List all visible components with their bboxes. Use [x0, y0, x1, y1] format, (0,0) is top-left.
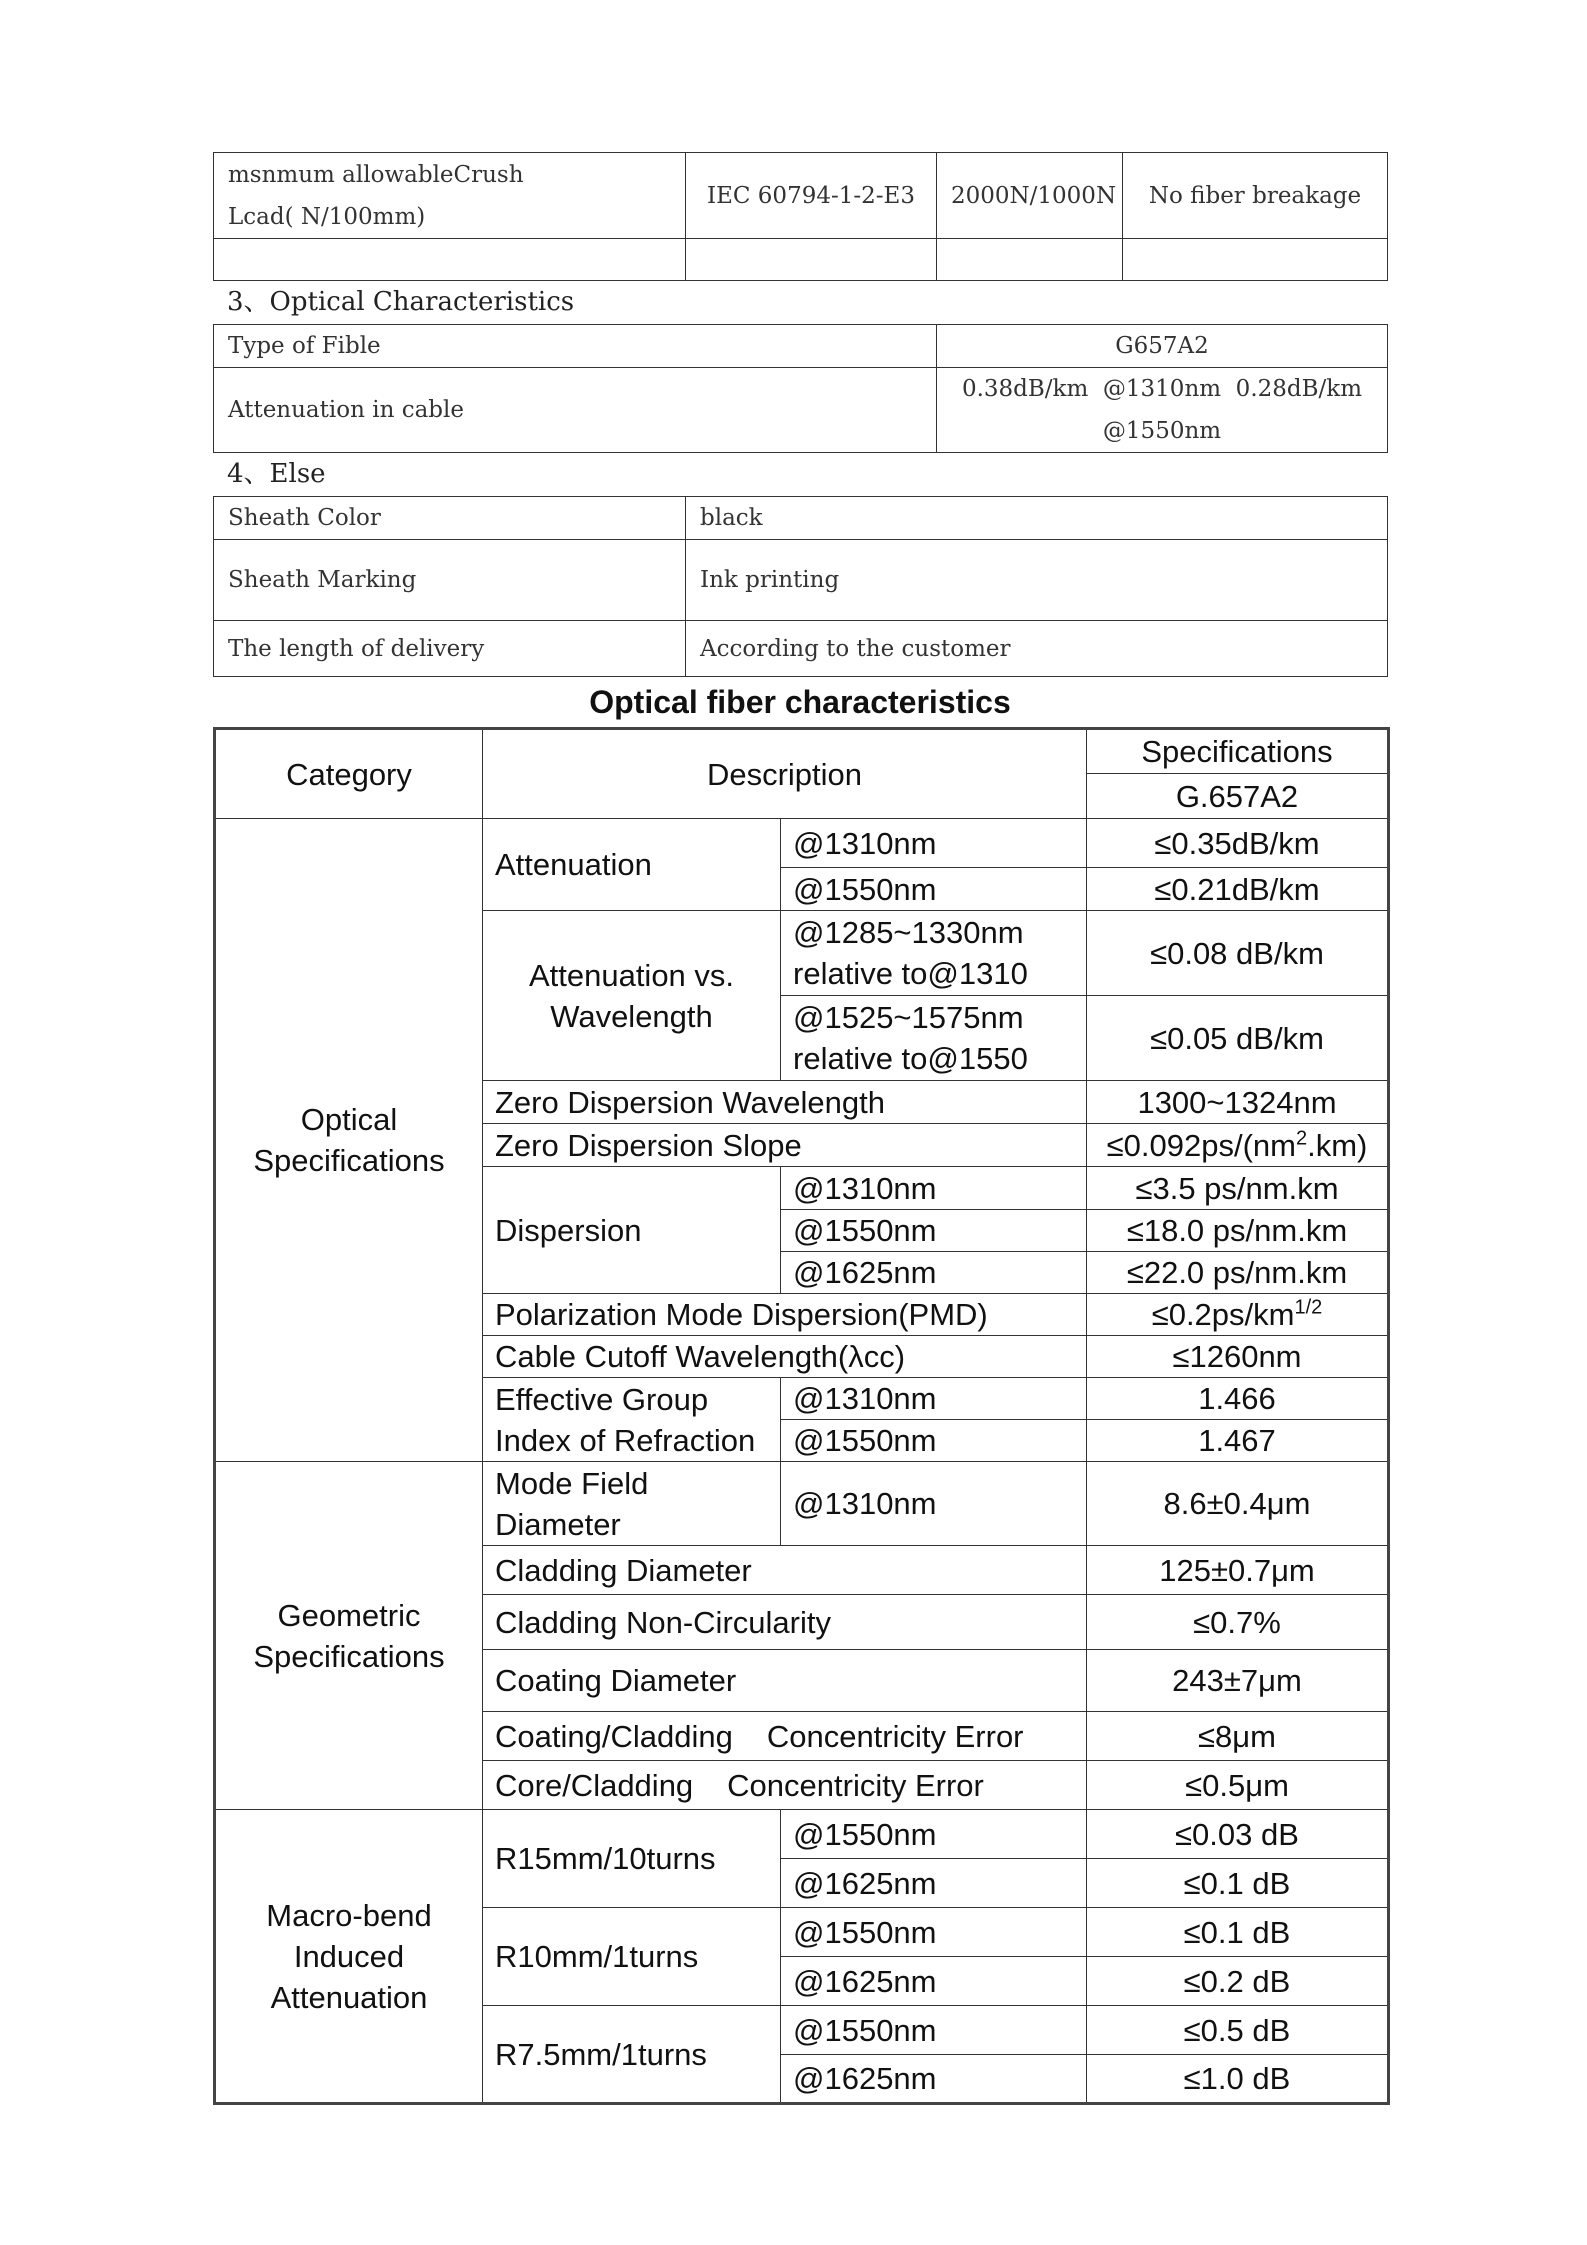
- coating-cladding-concentricity-label: Coating/Cladding Concentricity Error: [483, 1712, 1087, 1761]
- spec-value: ≤8μm: [1087, 1712, 1389, 1761]
- sheath-marking-label: Sheath Marking: [214, 540, 686, 621]
- spec-value: 243±7μm: [1087, 1650, 1389, 1712]
- spec-value: ≤18.0 ps/nm.km: [1087, 1210, 1389, 1252]
- macrobend-category: Macro-bend Induced Attenuation: [215, 1810, 483, 2104]
- sheath-color-value: black: [686, 497, 1388, 540]
- description-header: Description: [483, 729, 1087, 819]
- table-row: [214, 621, 1388, 677]
- spec-value: $\le 0.092ps/(nm^2.km)$: [1087, 1124, 1389, 1167]
- condition: @1310nm: [781, 1378, 1087, 1420]
- spec-value: ≤0.1 dB: [1087, 1859, 1389, 1908]
- zero-dispersion-slope-label: Zero Dispersion Slope: [483, 1124, 1087, 1167]
- else-table: [213, 496, 1388, 677]
- category-header: Category: [215, 729, 483, 819]
- dispersion-label: Dispersion: [483, 1167, 781, 1294]
- r15-label: R15mm/10turns: [483, 1810, 781, 1908]
- spec-value: ≤0.5 dB: [1087, 2006, 1389, 2055]
- table-row: [214, 325, 1388, 368]
- spec-value: ≤22.0 ps/nm.km: [1087, 1252, 1389, 1294]
- sheath-marking-value: Ink printing: [686, 540, 1388, 621]
- condition: @1550nm: [781, 1420, 1087, 1462]
- specifications-header: Specifications: [1087, 729, 1389, 774]
- spec-value: ≤0.08 dB/km: [1087, 911, 1389, 996]
- spec-value: 1.466: [1087, 1378, 1389, 1420]
- fiber-type-value: G657A2: [937, 325, 1388, 368]
- spec-value: ≤0.35dB/km: [1087, 819, 1389, 868]
- table-row: [215, 1810, 1389, 1859]
- crush-load-label: msnmum allowableCrush Lcad( N/100mm): [214, 153, 686, 239]
- crush-load-value: 2000N/1000N: [937, 153, 1123, 239]
- attenuation-wavelength-label: Attenuation vs. Wavelength: [483, 911, 781, 1081]
- group-index-label: Effective Group Index of Refraction: [483, 1378, 781, 1462]
- table-row: [215, 819, 1389, 868]
- optical-characteristics-table: [213, 324, 1388, 453]
- r10-label: R10mm/1turns: [483, 1908, 781, 2006]
- delivery-length-label: The length of delivery: [214, 621, 686, 677]
- table-row: [214, 153, 1388, 239]
- condition: @1625nm: [781, 1859, 1087, 1908]
- cladding-diameter-label: Cladding Diameter: [483, 1546, 1087, 1595]
- optical-category: Optical Specifications: [215, 819, 483, 1462]
- zero-dispersion-wavelength-label: Zero Dispersion Wavelength: [483, 1081, 1087, 1124]
- document-page: [213, 152, 1387, 2105]
- crush-load-standard: IEC 60794-1-2-E3: [686, 153, 937, 239]
- condition: @1550nm: [781, 1210, 1087, 1252]
- table-row-empty: [214, 239, 1388, 281]
- crush-load-table: [213, 152, 1388, 281]
- attenuation-label: Attenuation: [483, 819, 781, 911]
- spec-value: ≤0.1 dB: [1087, 1908, 1389, 1957]
- delivery-length-value: According to the customer: [686, 621, 1388, 677]
- header-row: [215, 729, 1389, 774]
- condition: @1625nm: [781, 1252, 1087, 1294]
- spec-value: ≤1260nm: [1087, 1336, 1389, 1378]
- grade-header: G.657A2: [1087, 774, 1389, 819]
- spec-value: ≤0.21dB/km: [1087, 868, 1389, 911]
- spec-value: 1300~1324nm: [1087, 1081, 1389, 1124]
- condition: @1285~1330nm relative to@1310: [781, 911, 1087, 996]
- spec-value: ≤0.7%: [1087, 1595, 1389, 1650]
- fiber-characteristics-table: [213, 727, 1390, 2105]
- spec-value: ≤3.5 ps/nm.km: [1087, 1167, 1389, 1210]
- condition: @1550nm: [781, 868, 1087, 911]
- core-cladding-concentricity-label: Core/Cladding Concentricity Error: [483, 1761, 1087, 1810]
- condition: @1310nm: [781, 1462, 1087, 1546]
- else-heading: 4、Else: [227, 459, 326, 489]
- fiber-type-label: Type of Fible: [214, 325, 937, 368]
- pmd-label: Polarization Mode Dispersion(PMD): [483, 1294, 1087, 1336]
- spec-value: ≤0.2 dB: [1087, 1957, 1389, 2006]
- mode-field-diameter-label: Mode Field Diameter: [483, 1462, 781, 1546]
- table-row: [214, 497, 1388, 540]
- cladding-non-circularity-label: Cladding Non-Circularity: [483, 1595, 1087, 1650]
- cable-attenuation-label: Attenuation in cable: [214, 368, 937, 453]
- cutoff-wavelength-label: Cable Cutoff Wavelength(λcc): [483, 1336, 1087, 1378]
- table-row: [215, 1462, 1389, 1546]
- condition: @1625nm: [781, 2055, 1087, 2104]
- spec-value: ≤0.03 dB: [1087, 1810, 1389, 1859]
- table-row: [214, 540, 1388, 621]
- condition: @1625nm: [781, 1957, 1087, 2006]
- r75-label: R7.5mm/1turns: [483, 2006, 781, 2104]
- spec-value: 125±0.7μm: [1087, 1546, 1389, 1595]
- condition: @1550nm: [781, 1810, 1087, 1859]
- table-row: [214, 368, 1388, 453]
- spec-value: $\le 0.2ps/km^{1/2}$: [1087, 1294, 1389, 1336]
- cable-attenuation-value: 0.38dB/km @1310nm 0.28dB/km @1550nm: [937, 368, 1388, 453]
- condition: @1550nm: [781, 2006, 1087, 2055]
- coating-diameter-label: Coating Diameter: [483, 1650, 1087, 1712]
- geometric-category: Geometric Specifications: [215, 1462, 483, 1810]
- condition: @1310nm: [781, 1167, 1087, 1210]
- spec-value: ≤1.0 dB: [1087, 2055, 1389, 2104]
- condition: @1310nm: [781, 819, 1087, 868]
- spec-value: 1.467: [1087, 1420, 1389, 1462]
- condition: @1525~1575nm relative to@1550: [781, 996, 1087, 1081]
- optical-characteristics-heading: 3、Optical Characteristics: [227, 287, 575, 317]
- condition: @1550nm: [781, 1908, 1087, 1957]
- spec-value: 8.6±0.4μm: [1087, 1462, 1389, 1546]
- spec-value: ≤0.5μm: [1087, 1761, 1389, 1810]
- spec-value: ≤0.05 dB/km: [1087, 996, 1389, 1081]
- fiber-characteristics-title: Optical fiber characteristics: [589, 684, 1011, 720]
- sheath-color-label: Sheath Color: [214, 497, 686, 540]
- crush-load-result: No fiber breakage: [1123, 153, 1388, 239]
